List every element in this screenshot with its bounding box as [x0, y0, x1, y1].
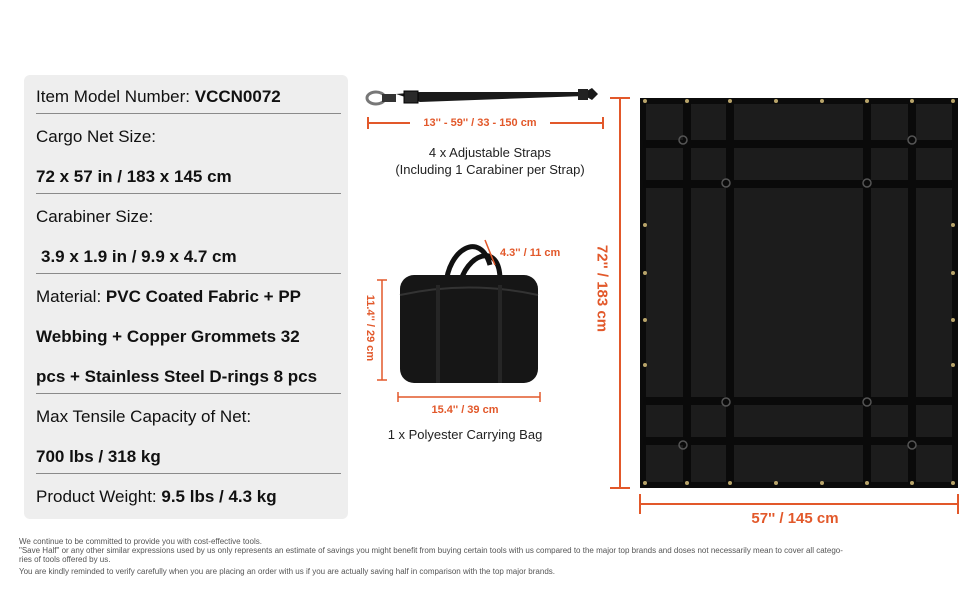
footer-line3: ries of tools offered by us.: [19, 555, 111, 564]
strap-illustration: [360, 80, 610, 140]
footer-line1: We continue to be committed to provide you with cost-effective tools.: [19, 537, 262, 546]
cargo-net-illustration: [608, 95, 964, 520]
strap-caption-line1: 4 x Adjustable Straps: [428, 145, 552, 160]
strap-caption-line2: (Including 1 Carabiner per Strap): [395, 162, 585, 177]
tensile-label: Max Tensile Capacity of Net:: [36, 407, 252, 426]
carrying-bag-illustration: [360, 235, 560, 420]
material-line3: pcs + Stainless Steel D-rings 8 pcs: [36, 367, 318, 386]
weight-value: 9.5 lbs / 4.3 kg: [161, 487, 277, 506]
bag-height-dimension: 11.4'' / 29 cm: [364, 294, 376, 362]
separator: [36, 193, 341, 194]
material-line1: PVC Coated Fabric + PP: [105, 287, 302, 306]
bag-handle-dimension: 4.3'' / 11 cm: [500, 247, 561, 259]
separator: [36, 473, 341, 474]
cargo-value: 72 x 57 in / 183 x 145 cm: [36, 167, 232, 186]
separator: [36, 393, 341, 394]
material-line2: Webbing + Copper Grommets 32: [36, 327, 300, 346]
bag-caption: 1 x Polyester Carrying Bag: [387, 427, 543, 442]
spec-panel: [24, 75, 348, 519]
carabiner-value: 3.9 x 1.9 in / 9.9 x 4.7 cm: [41, 247, 237, 266]
material-row: [36, 287, 341, 307]
weight-label: Product Weight:: [36, 487, 162, 506]
model-value: VCCN0072: [194, 87, 281, 106]
cargo-label: Cargo Net Size:: [36, 127, 156, 146]
net-width-dimension: 57'' / 145 cm: [720, 510, 870, 527]
material-label: Material:: [36, 287, 106, 306]
net-height-dimension: 72'' / 183 cm: [593, 244, 611, 333]
model-label: Item Model Number:: [36, 87, 195, 106]
separator: [36, 273, 341, 274]
strap-dimension: 13'' - 59'' / 33 - 150 cm: [410, 117, 550, 129]
footer-line2: "Save Half" or any other similar expressions used by us only represents an estimate of savings you might benefit from buying certain tools with us compared to the major top brands and doses not necessarily mean to cover all catego-: [19, 546, 843, 555]
footer-line4: You are kindly reminded to verify carefully when you are placing an order with us if you are actually saving half in comparison with the top major brands.: [19, 567, 555, 576]
carabiner-icon: [367, 92, 396, 104]
carabiner-label: Carabiner Size:: [36, 207, 154, 226]
weight-row: [36, 487, 341, 507]
bag-width-dimension: 15.4'' / 39 cm: [431, 404, 499, 416]
separator: [36, 113, 341, 114]
tensile-value: 700 lbs / 318 kg: [36, 447, 161, 466]
model-row: [36, 87, 341, 107]
